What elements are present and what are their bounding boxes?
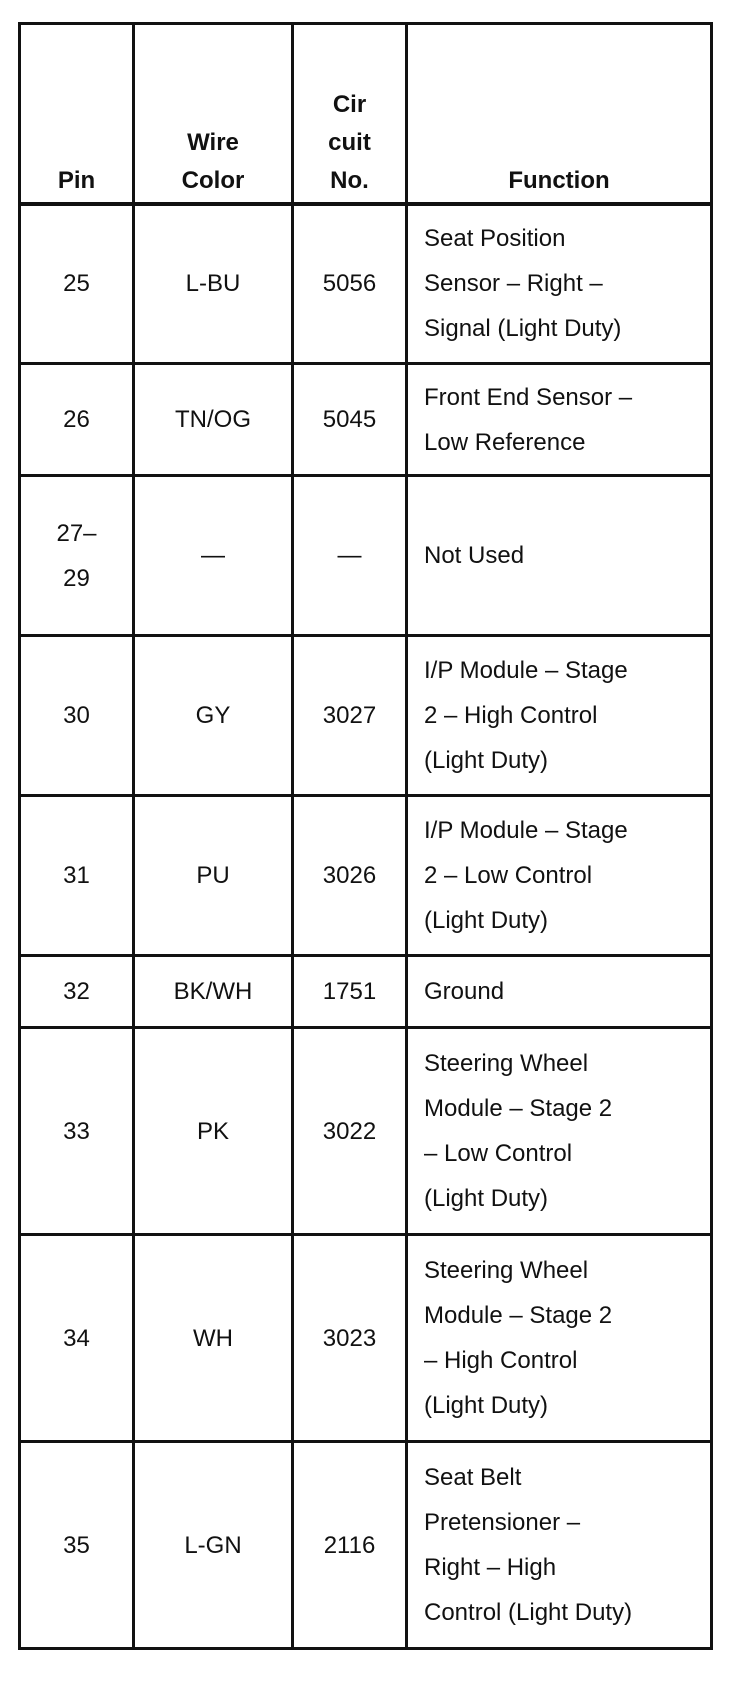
circuit-no-cell: 3027: [293, 636, 407, 796]
table-row: [20, 1442, 712, 1649]
wire-color-cell: TN/OG: [134, 364, 293, 476]
pin-cell: 26: [20, 364, 134, 476]
circuit-no-cell: 3026: [293, 796, 407, 956]
table-row: [20, 636, 712, 796]
circuit-no-cell: —: [293, 476, 407, 636]
circuit-no-cell: 5056: [293, 204, 407, 364]
table-row: [20, 364, 712, 476]
table-row: [20, 1235, 712, 1442]
connector-pin-table: [18, 22, 713, 1650]
circuit-no-cell: 2116: [293, 1442, 407, 1649]
table-row: [20, 476, 712, 636]
wire-color-cell: WH: [134, 1235, 293, 1442]
wire-color-cell: L-BU: [134, 204, 293, 364]
circuit-no-cell: 3022: [293, 1028, 407, 1235]
function-cell: Seat Belt Pretensioner – Right – High Control (Light Duty): [407, 1442, 712, 1649]
circuit-no-cell: 1751: [293, 956, 407, 1028]
circuit-no-cell: 3023: [293, 1235, 407, 1442]
table-row: [20, 956, 712, 1028]
table-row: [20, 796, 712, 956]
function-cell: Front End Sensor – Low Reference: [407, 364, 712, 476]
wire-color-cell: PU: [134, 796, 293, 956]
function-cell: I/P Module – Stage 2 – Low Control (Light Duty): [407, 796, 712, 956]
table-row: [20, 204, 712, 364]
pin-cell: 30: [20, 636, 134, 796]
header-row: [20, 24, 712, 204]
pin-cell: 34: [20, 1235, 134, 1442]
wire-color-cell: L-GN: [134, 1442, 293, 1649]
function-cell: Ground: [407, 956, 712, 1028]
pin-cell: 27– 29: [20, 476, 134, 636]
function-cell: I/P Module – Stage 2 – High Control (Light Duty): [407, 636, 712, 796]
function-cell: Seat Position Sensor – Right – Signal (Light Duty): [407, 204, 712, 364]
wire-color-cell: —: [134, 476, 293, 636]
pin-cell: 31: [20, 796, 134, 956]
function-cell: Not Used: [407, 476, 712, 636]
header-circuit-no: Cir cuit No.: [293, 24, 407, 204]
wire-color-cell: BK/WH: [134, 956, 293, 1028]
table-row: [20, 1028, 712, 1235]
header-function: Function: [407, 24, 712, 204]
pin-cell: 35: [20, 1442, 134, 1649]
circuit-no-cell: 5045: [293, 364, 407, 476]
pin-cell: 25: [20, 204, 134, 364]
wire-color-cell: GY: [134, 636, 293, 796]
function-cell: Steering Wheel Module – Stage 2 – Low Control (Light Duty): [407, 1028, 712, 1235]
pin-cell: 33: [20, 1028, 134, 1235]
function-cell: Steering Wheel Module – Stage 2 – High Control (Light Duty): [407, 1235, 712, 1442]
pin-cell: 32: [20, 956, 134, 1028]
wire-color-cell: PK: [134, 1028, 293, 1235]
header-wire-color: Wire Color: [134, 24, 293, 204]
header-pin: Pin: [20, 24, 134, 204]
